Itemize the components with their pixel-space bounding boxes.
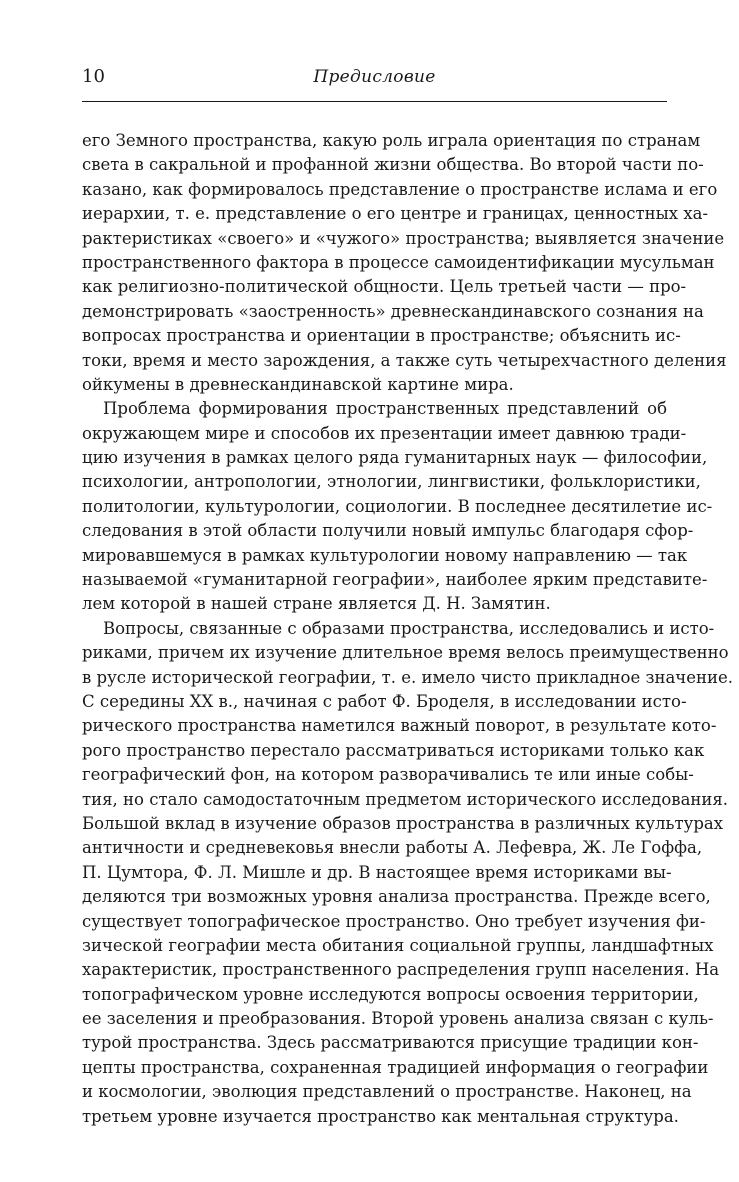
text-line: зической географии места обитания социальной группы, ландшафтных: [82, 935, 714, 955]
text-line: Вопросы, связанные с образами пространства, исследовались и исто-: [103, 618, 715, 638]
text-line: ойкумены в древнескандинавской картине мира.: [82, 374, 514, 394]
text-line: следования в этой области получили новый импульс благодаря сфор-: [82, 521, 694, 541]
text-line: демонстрировать «заостренность» древнескандинавского сознания на: [82, 301, 704, 321]
text-line: психологии, антропологии, этнологии, лингвистики, фольклористики,: [82, 472, 701, 492]
text-line: мировавшемуся в рамках культурологии новому направлению — так: [82, 545, 688, 565]
text-line: тия, но стало самодостаточным предметом исторического исследования.: [82, 789, 729, 809]
text-line: С середины XX в., начиная с работ Ф. Броделя, в исследовании исто-: [82, 691, 687, 711]
text-line: рого пространство перестало рассматриваться историками только как: [82, 740, 705, 760]
text-line: в русле исторической географии, т. е. имело чисто прикладное значение.: [82, 667, 733, 687]
text-line: П. Цумтора, Ф. Л. Мишле и др. В настоящее время историками вы-: [82, 862, 672, 882]
text-line: топографическом уровне исследуются вопросы освоения территории,: [82, 984, 699, 1004]
text-line: существует топографическое пространство. Оно требует изучения фи-: [82, 911, 706, 931]
paragraph: [82, 129, 727, 397]
text-line: ее заселения и преобразования. Второй уровень анализа связан с куль-: [82, 1009, 714, 1029]
text-line: света в сакральной и профанной жизни общества. Во второй части по-: [82, 155, 704, 175]
text-line: казано, как формировалось представление о пространстве ислама и его: [82, 179, 718, 199]
body-text: [82, 129, 733, 1129]
text-line: турой пространства. Здесь рассматриваются присущие традиции кон-: [82, 1033, 699, 1053]
text-line: рического пространства наметился важный поворот, в результате кото-: [82, 716, 717, 736]
text-line: третьем уровне изучается пространство как ментальная структура.: [82, 1106, 679, 1126]
text-line: окружающем мире и способов их презентации имеет давнюю тради-: [82, 423, 687, 443]
text-line: деляются три возможных уровня анализа пространства. Прежде всего,: [82, 887, 711, 907]
running-head: Предисловие: [313, 67, 436, 87]
text-line: его Земного пространства, какую роль играла ориентация по странам: [82, 131, 701, 150]
text-line: и космологии, эволюция представлений о пространстве. Наконец, на: [82, 1082, 692, 1102]
page-number: 10: [82, 66, 105, 87]
header-rule: [82, 101, 667, 102]
paragraph: [82, 397, 713, 617]
text-line: характеристик, пространственного распределения групп населения. На: [82, 960, 720, 980]
text-line: географический фон, на котором разворачивались те или иные собы-: [82, 765, 694, 785]
text-line: Проблема формирования пространственных представлений об: [103, 399, 667, 419]
text-line: риками, причем их изучение длительное время велось преимущественно: [82, 643, 729, 663]
text-line: лем которой в нашей стране является Д. Н. Замятин.: [82, 594, 551, 614]
text-line: иерархии, т. е. представление о его центре и границах, ценностных ха-: [82, 204, 709, 224]
page-header: [82, 66, 667, 92]
text-line: токи, время и место зарождения, а также суть четырехчастного деления: [82, 350, 727, 370]
text-line: рактеристиках «своего» и «чужого» пространства; выявляется значение: [82, 228, 725, 248]
text-line: цепты пространства, сохраненная традицией информация о географии: [82, 1057, 709, 1077]
paragraph: [82, 617, 733, 1129]
text-line: вопросах пространства и ориентации в пространстве; объяснить ис-: [82, 326, 681, 346]
text-line: называемой «гуманитарной географии», наиболее ярким представите-: [82, 570, 708, 590]
text-line: античности и средневековья внесли работы А. Лефевра, Ж. Ле Гоффа,: [82, 838, 703, 858]
text-line: Большой вклад в изучение образов пространства в различных культурах: [82, 813, 724, 833]
text-line: как религиозно-политической общности. Цель третьей части — про-: [82, 277, 687, 297]
text-line: пространственного фактора в процессе самоидентификации мусульман: [82, 252, 715, 272]
text-line: политологии, культурологии, социологии. В последнее десятилетие ис-: [82, 496, 713, 516]
text-line: цию изучения в рамках целого ряда гуманитарных наук — философии,: [82, 448, 708, 468]
